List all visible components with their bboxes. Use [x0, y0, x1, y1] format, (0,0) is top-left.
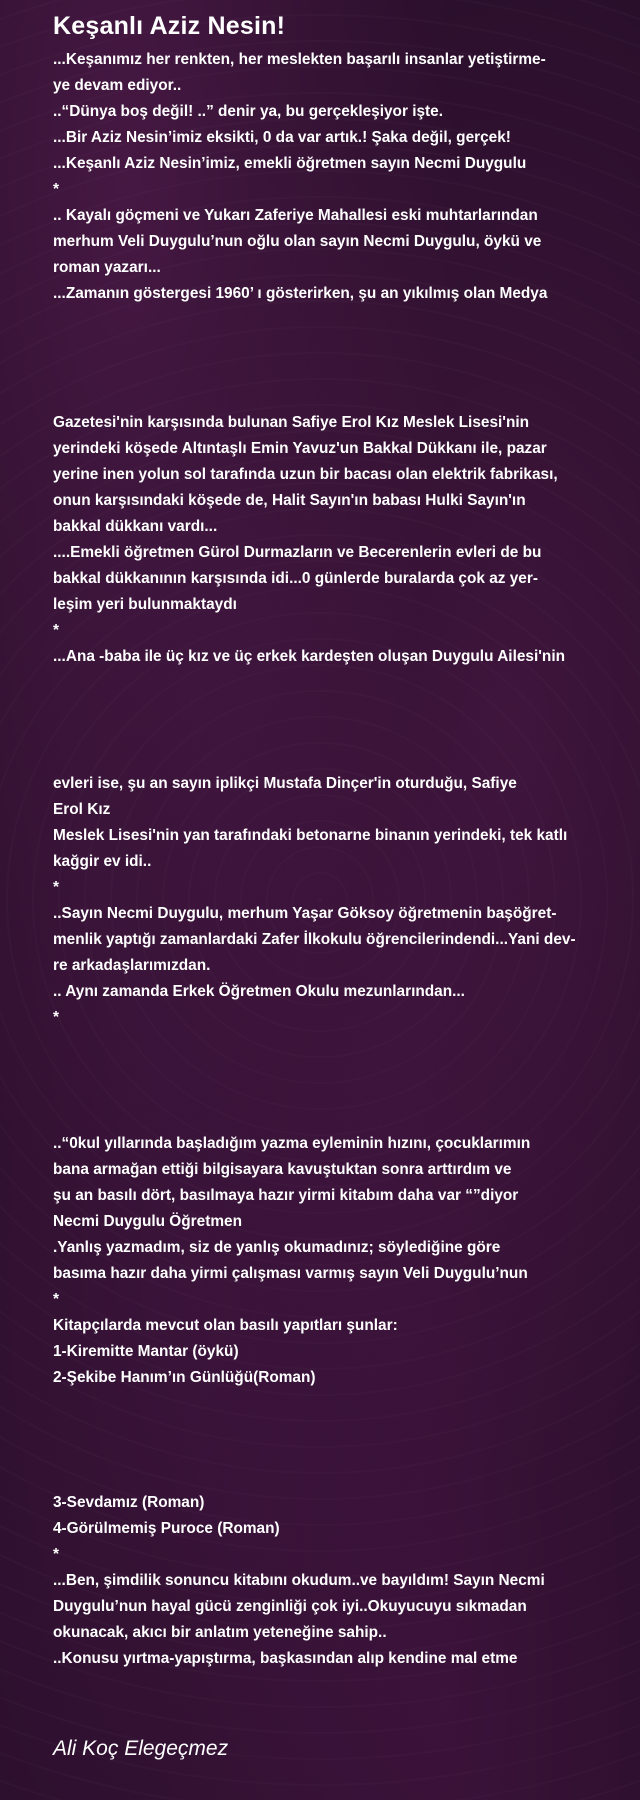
poem-line: ...Bir Aziz Nesin’imiz eksikti, 0 da var artık.! Şaka değil, gerçek! — [53, 129, 511, 146]
poem-line: Kitapçılarda mevcut olan basılı yapıtları şunlar: — [53, 1317, 398, 1334]
poem-line: .. Kayalı göçmeni ve Yukarı Zaferiye Mahallesi eski muhtarlarından — [53, 207, 538, 224]
poem-line: Erol Kız — [53, 801, 111, 818]
poem-line: * — [53, 879, 59, 896]
poem-line: * — [53, 181, 59, 198]
poem-line: merhum Veli Duygulu’nun oğlu olan sayın Necmi Duygulu, öykü ve — [53, 233, 542, 250]
poem-title: Keşanlı Aziz Nesin! — [53, 12, 286, 40]
poem-line: .Yanlış yazmadım, siz de yanlış okumadınız; söylediğine göre — [53, 1239, 501, 1256]
poem-line: * — [53, 1546, 59, 1563]
poem-line: basıma hazır daha yirmi çalışması varmış sayın Veli Duygulu’nun — [53, 1265, 528, 1282]
poem-line: 1-Kiremitte Mantar (öykü) — [53, 1343, 239, 1360]
poem-line: okunacak, akıcı bir anlatım yeteneğine sahip.. — [53, 1624, 387, 1641]
poem-line: * — [53, 1291, 59, 1308]
stanza — [53, 771, 608, 1031]
poem-line: bana armağan ettiği bilgisayara kavuştuktan sonra arttırdım ve — [53, 1161, 512, 1178]
poem-line: leşim yeri bulunmaktaydı — [53, 596, 237, 613]
poem-line: bakkal dükkanı vardı... — [53, 518, 218, 535]
poem-line: yerine inen yolun sol tarafında uzun bir bacası olan elektrik fabrikası, — [53, 466, 558, 483]
poem-line: * — [53, 1009, 59, 1026]
poem-line: roman yazarı... — [53, 259, 161, 276]
poem-line: ...Zamanın göstergesi 1960’ ı gösterirken, şu an yıkılmış olan Medya — [53, 285, 548, 302]
poem-line: evleri ise, şu an sayın iplikçi Mustafa Dinçer'in oturduğu, Safiye — [53, 775, 517, 792]
poem-line: yerindeki köşede Altıntaşlı Emin Yavuz'un Bakkal Dükkanı ile, pazar — [53, 440, 547, 457]
poem-line: re arkadaşlarımızdan. — [53, 957, 211, 974]
poem-line: şu an basılı dört, basılmaya hazır yirmi kitabım daha var “”diyor — [53, 1187, 519, 1204]
poem-line: menlik yaptığı zamanlardaki Zafer İlkokulu öğrencilerindendi...Yani dev- — [53, 931, 576, 948]
poem-line: ye devam ediyor.. — [53, 77, 182, 94]
poem-line: kağgir ev idi.. — [53, 853, 152, 870]
poem-line: onun karşısındaki köşede de, Halit Sayın'ın babası Hulki Sayın'ın — [53, 492, 526, 509]
poem-line: ..Konusu yırtma-yapıştırma, başkasından alıp kendine mal etme — [53, 1650, 518, 1667]
poem-line: ....Emekli öğretmen Gürol Durmazların ve Becerenlerin evleri de bu — [53, 544, 542, 561]
stanza — [53, 1490, 608, 1672]
poem-line: ...Keşanlı Aziz Nesin’imiz, emekli öğretmen sayın Necmi Duygulu — [53, 155, 527, 172]
poem-line: 4-Görülmemiş Puroce (Roman) — [53, 1520, 280, 1537]
poem-line: * — [53, 622, 59, 639]
poem-line: 3-Sevdamız (Roman) — [53, 1494, 205, 1511]
poem-line: ..Sayın Necmi Duygulu, merhum Yaşar Göksoy öğretmenin başöğret- — [53, 905, 557, 922]
poem-line: ..“0kul yıllarında başladığım yazma eyleminin hızını, çocuklarımın — [53, 1135, 531, 1152]
author-name: Ali Koç Elegeçmez — [53, 1737, 229, 1760]
poem-line: ...Keşanımız her renkten, her meslekten başarılı insanlar yetiştirme- — [53, 51, 546, 68]
poem-line: Duygulu’nun hayal gücü zenginliği çok iyi..Okuyucuyu sıkmadan — [53, 1598, 527, 1615]
poem-line: 2-Şekibe Hanım’ın Günlüğü(Roman) — [53, 1369, 316, 1386]
poem-line: .. Aynı zamanda Erkek Öğretmen Okulu mezunlarından... — [53, 983, 465, 1000]
stanza — [53, 47, 608, 307]
poem-line: Necmi Duygulu Öğretmen — [53, 1213, 242, 1230]
poem-line: ..“Dünya boş değil! ..” denir ya, bu gerçekleşiyor işte. — [53, 103, 444, 120]
poem-line: ...Ben, şimdilik sonuncu kitabını okudum..ve bayıldım! Sayın Necmi — [53, 1572, 545, 1589]
stanza — [53, 410, 608, 670]
poem-line: Gazetesi'nin karşısında bulunan Safiye Erol Kız Meslek Lisesi'nin — [53, 414, 530, 431]
stanza — [53, 1131, 608, 1391]
poem-line: ...Ana -baba ile üç kız ve üç erkek kardeşten oluşan Duygulu Ailesi'nin — [53, 648, 565, 665]
poem-line: Meslek Lisesi'nin yan tarafındaki betonarne binanın yerindeki, tek katlı — [53, 827, 568, 844]
poem-line: bakkal dükkanının karşısında idi...0 günlerde buralarda çok az yer- — [53, 570, 538, 587]
